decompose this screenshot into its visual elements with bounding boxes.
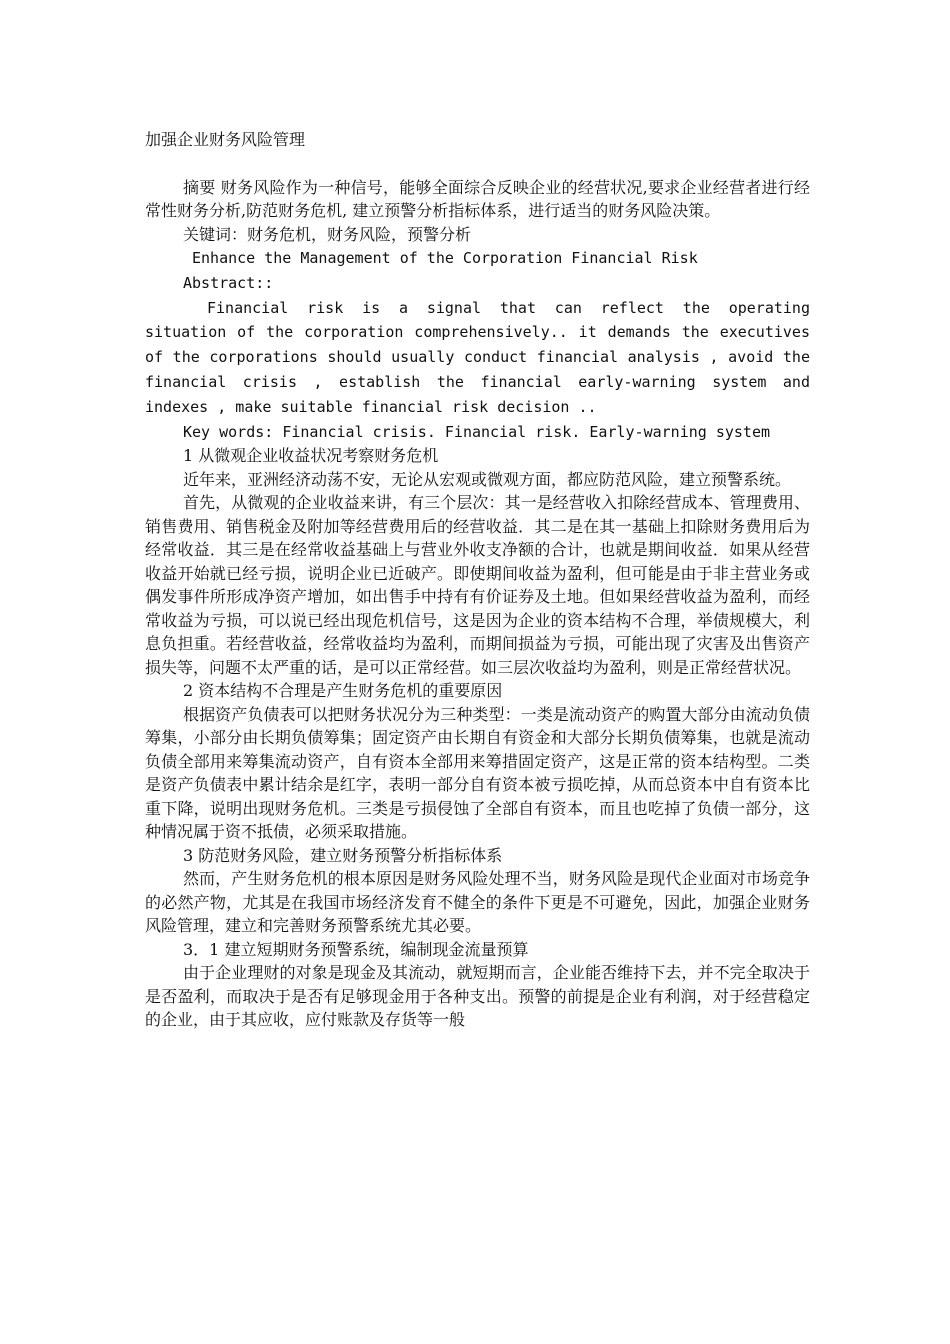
paragraph: 然而，产生财务危机的根本原因是财务风险处理不当，财务风险是现代企业面对市场竞争的必然产物，尤其是在我国市场经济发育不健全的条件下更是不可避免，因此，加强企业财务风险管理，建立和完善财务预警系统尤其必要。 (145, 869, 810, 936)
paragraph: 根据资产负债表可以把财务状况分为三种类型：一类是流动资产的购置大部分由流动负债筹集，小部分由长期负债筹集；固定资产由长期自有资金和大部分长期负债筹集，也就是流动负债全部用来筹集流动资产，自有资本全部用来筹措固定资产，这是正常的资本结构型。二类是资产负债表中累计结余是红字，表明一部分自有资本被亏损吃掉，从而总资本中自有资本比重下降，说明出现财务危机。三类是亏损侵蚀了全部自有资本，而且也吃掉了负债一部分，这种情况属于资不抵债，必须采取措施。 (145, 704, 810, 842)
english-title: Enhance the Management of the Corporation Financial Risk (192, 249, 698, 267)
paragraph: 首先，从微观的企业收益来讲，有三个层次：其一是经营收入扣除经营成本、管理费用、销售费用、销售税金及附加等经营费用后的经营收益．其二是在其一基础上扣除财务费用后为经常收益．其三是在经常收益基础上与营业外收支净额的合计，也就是期间收益．如果从经营收益开始就已经亏损，说明企业已近破产。即使期间收益为盈利，但可能是由于非主营业务或偶发事件所形成净资产增加，如出售手中持有有价证券及土地。但如果经营收益为盈利，而经常收益为亏损，可以说已经出现危机信号，这是因为企业的资本结构不合理，举债规模大，利息负担重。若经营收益，经常收益均为盈利，而期间损益为亏损，可能出现了灾害及出售资产损失等，问题不太严重的话，是可以正常经营。如三层次收益均为盈利，则是正常经营状况。 (145, 493, 810, 677)
section-heading: 2 资本结构不合理是产生财务危机的重要原因 (183, 681, 503, 701)
subsection-heading: 3．1 建立短期财务预警系统，编制现金流量预算 (183, 939, 529, 959)
abstract-cn: 摘要 财务风险作为一种信号，能够全面综合反映企业的经营状况,要求企业经营者进行经常性财务分析,防范财务危机, 建立预警分析指标体系，进行适当的财务风险决策。 (145, 177, 810, 220)
document-body (145, 128, 810, 1032)
paragraph: 由于企业理财的对象是现金及其流动，就短期而言，企业能否维持下去，并不完全取决于是否盈利，而取决于是否有足够现金用于各种支出。预警的前提是企业有利润，对于经营稳定的企业，由于其应收，应付账款及存货等一般 (145, 963, 810, 1030)
abstract-en: Financial risk is a signal that can reflect the operating situation of the corporation comprehensively.. it demands the executives of the corporations should usually conduct financial analysis , avoid the financial crisis , establish the financial early-warning system and indexes , make suitable financial risk decision .. (145, 298, 810, 416)
document-title: 加强企业财务风险管理 (145, 130, 306, 149)
section-heading: 3 防范财务风险，建立财务预警分析指标体系 (183, 845, 503, 865)
keywords-cn: 关键词：财务危机，财务风险，预警分析 (183, 224, 472, 244)
paragraph: 近年来，亚洲经济动荡不安，无论从宏观或微观方面，都应防范风险，建立预警系统。 (183, 469, 792, 489)
section-heading: 1 从微观企业收益状况考察财务危机 (183, 446, 439, 466)
keywords-en: Key words: Financial crisis. Financial risk. Early-warning system (183, 422, 770, 441)
abstract-label-en: Abstract:: (183, 273, 274, 292)
